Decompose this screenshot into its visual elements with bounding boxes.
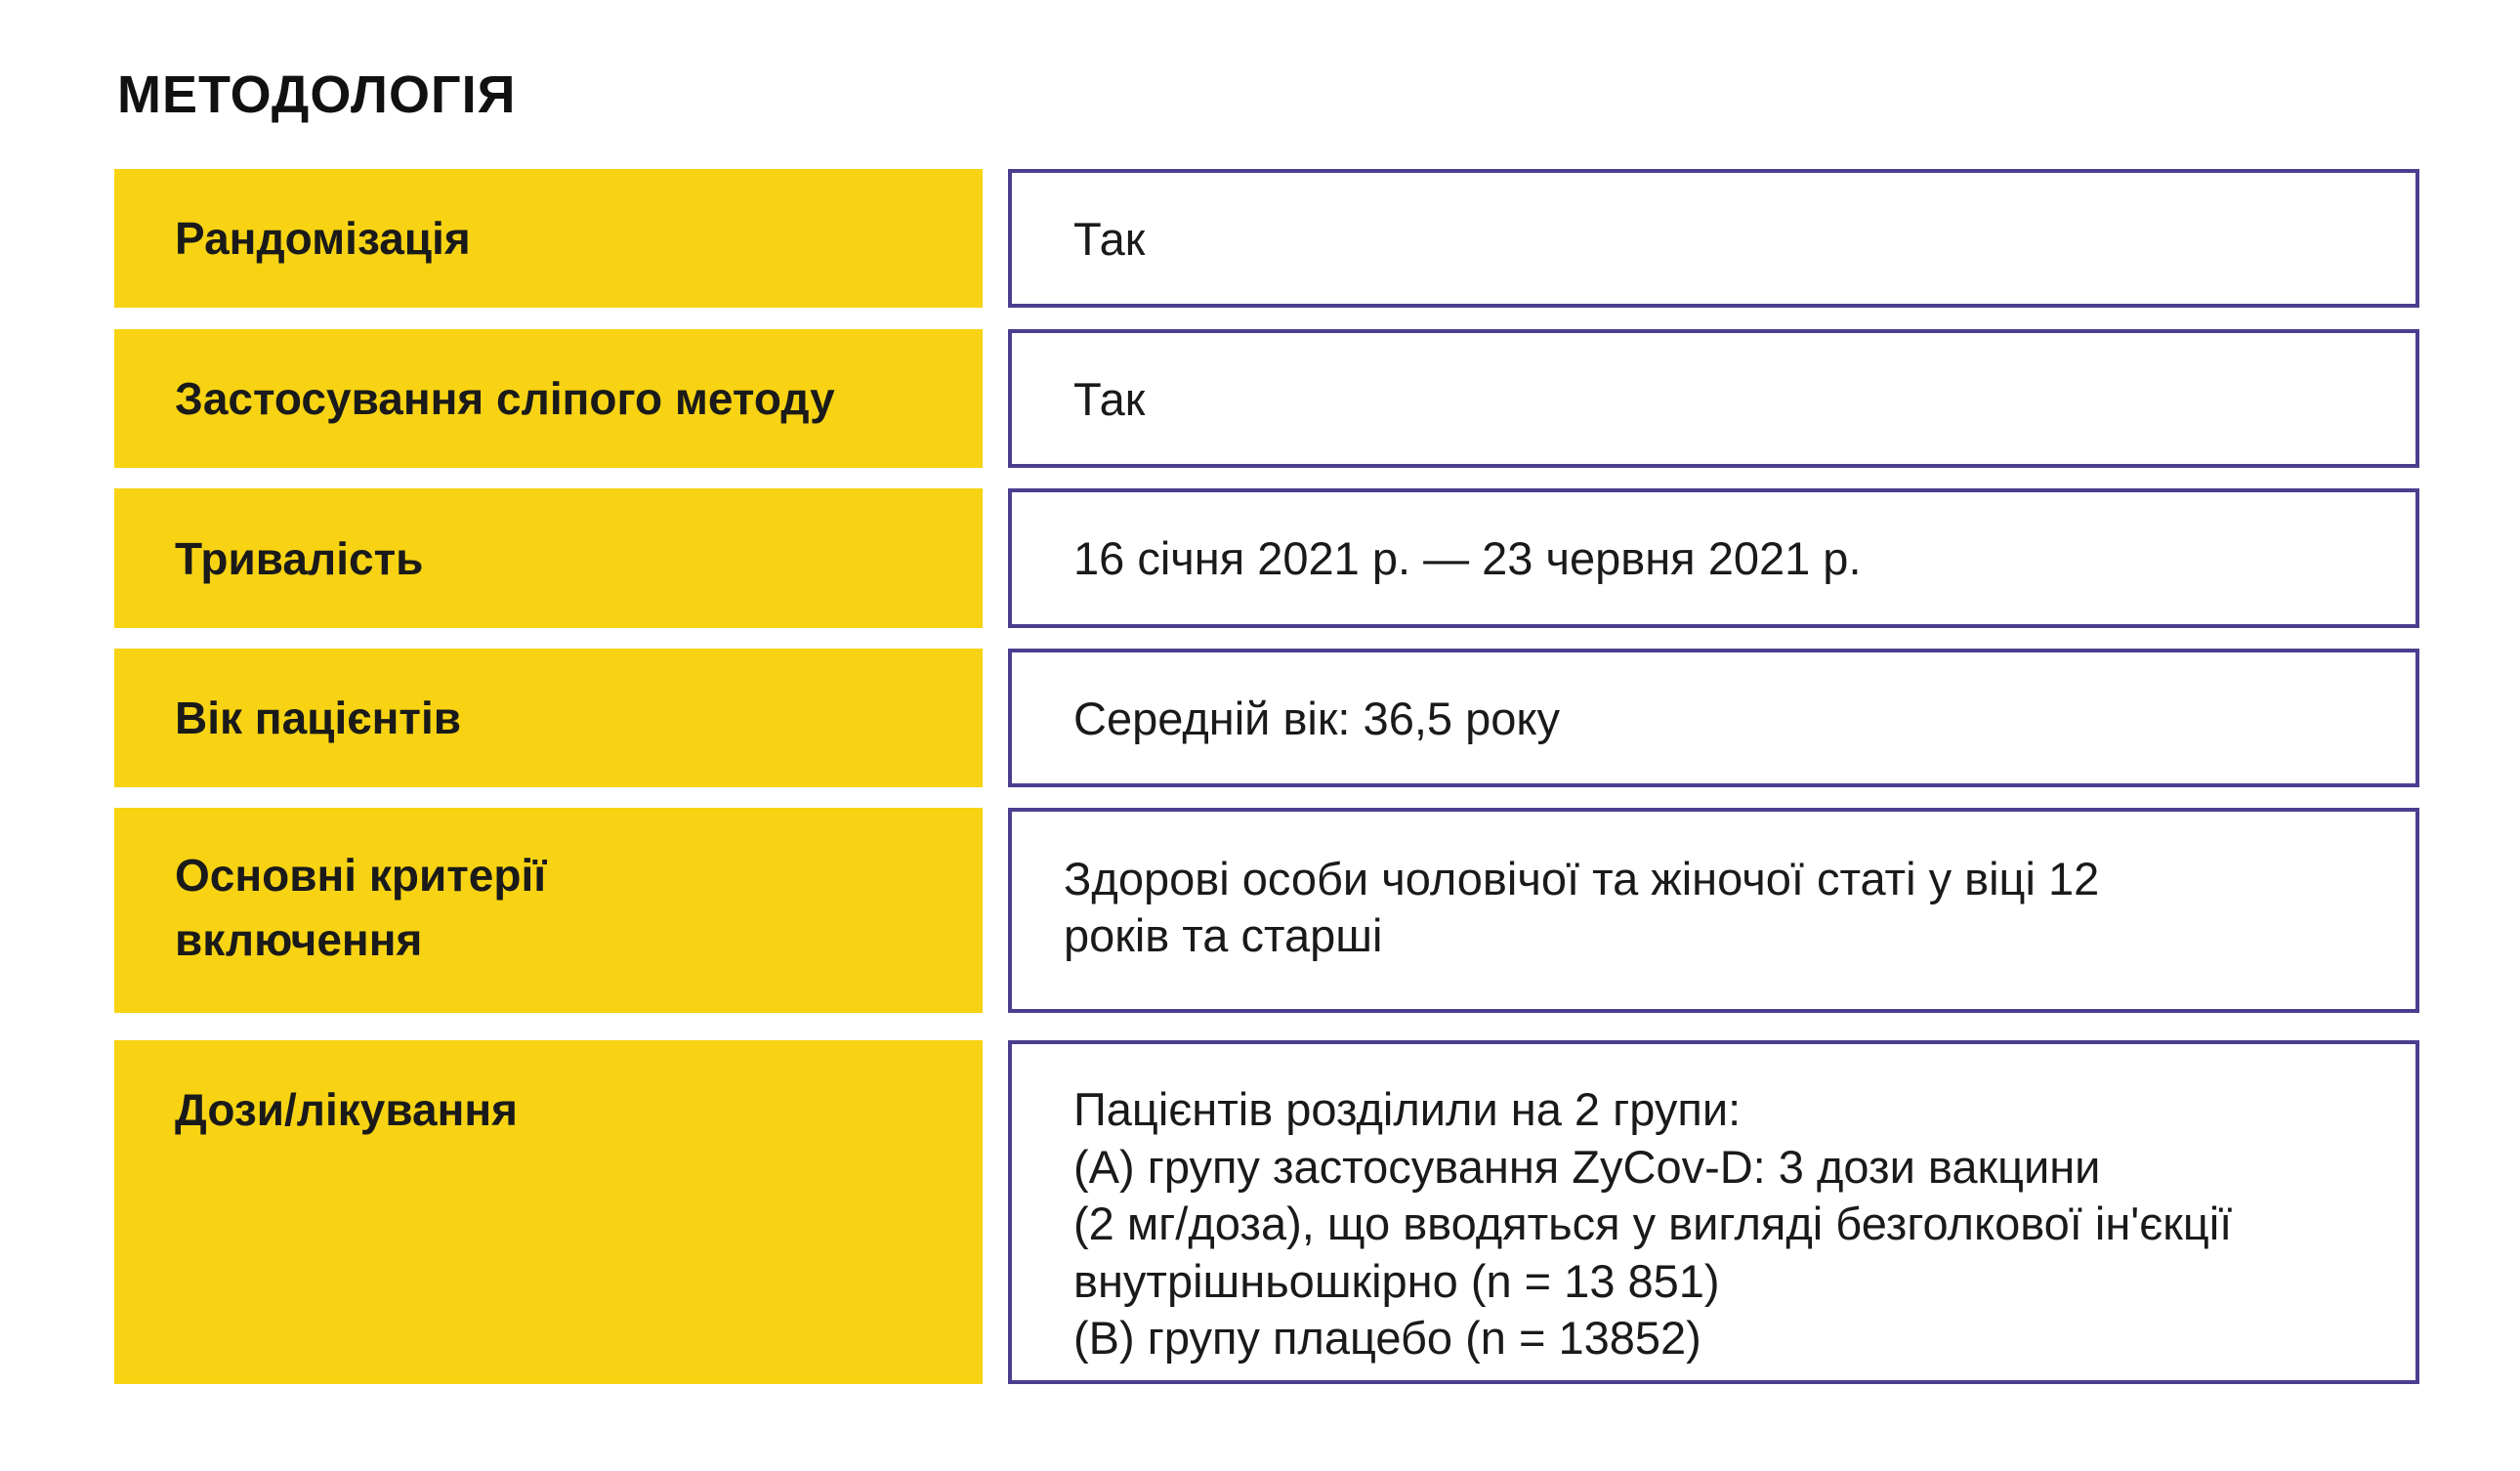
row-value-text: 16 січня 2021 р. — 23 червня 2021 р. — [1073, 532, 1862, 584]
row-value-line: Здорові особи чоловічої та жіночої статі у віці 12 — [1064, 853, 2100, 904]
row-value — [1008, 329, 2419, 468]
row-value-line: (A) групу застосування ZyCov-D: 3 дози вакцини — [1073, 1140, 2101, 1193]
row-label: Дози/лікування — [114, 1040, 983, 1384]
table-row-randomization — [114, 169, 2419, 308]
row-label: Вік пацієнтів — [114, 649, 983, 787]
row-value — [1008, 808, 2419, 1013]
row-value-text: Так — [1073, 212, 1146, 265]
row-value — [1008, 169, 2419, 308]
row-label: Тривалість — [114, 488, 983, 628]
row-label: Рандомізація — [114, 169, 983, 308]
row-value-line: внутрішньошкірно (n = 13 851) — [1073, 1254, 1720, 1307]
row-label-line: включення — [175, 914, 423, 965]
page-title: МЕТОДОЛОГІЯ — [117, 65, 517, 124]
row-label-line: Основні критерії — [175, 850, 547, 901]
row-value-line: Пацієнтів розділили на 2 групи: — [1073, 1083, 1742, 1135]
table-row-patient-age — [114, 649, 2419, 787]
row-value-line: (B) групу плацебо (n = 13852) — [1073, 1312, 1701, 1364]
row-value-line: років та старші — [1064, 909, 1383, 961]
row-value — [1008, 649, 2419, 787]
row-value-line: (2 мг/доза), що вводяться у вигляді безголкової ін'єкції — [1073, 1198, 2233, 1249]
table-row-blinding — [114, 329, 2419, 468]
row-label — [114, 808, 983, 1013]
table-row-doses-treatment — [114, 1040, 2419, 1384]
row-value — [1008, 488, 2419, 628]
table-row-duration — [114, 488, 2419, 628]
row-value — [1008, 1040, 2419, 1384]
row-label: Застосування сліпого методу — [114, 329, 983, 468]
row-value-text: Середній вік: 36,5 року — [1073, 692, 1560, 744]
table-row-inclusion-criteria — [114, 808, 2419, 1013]
row-value-text: Так — [1073, 372, 1146, 425]
